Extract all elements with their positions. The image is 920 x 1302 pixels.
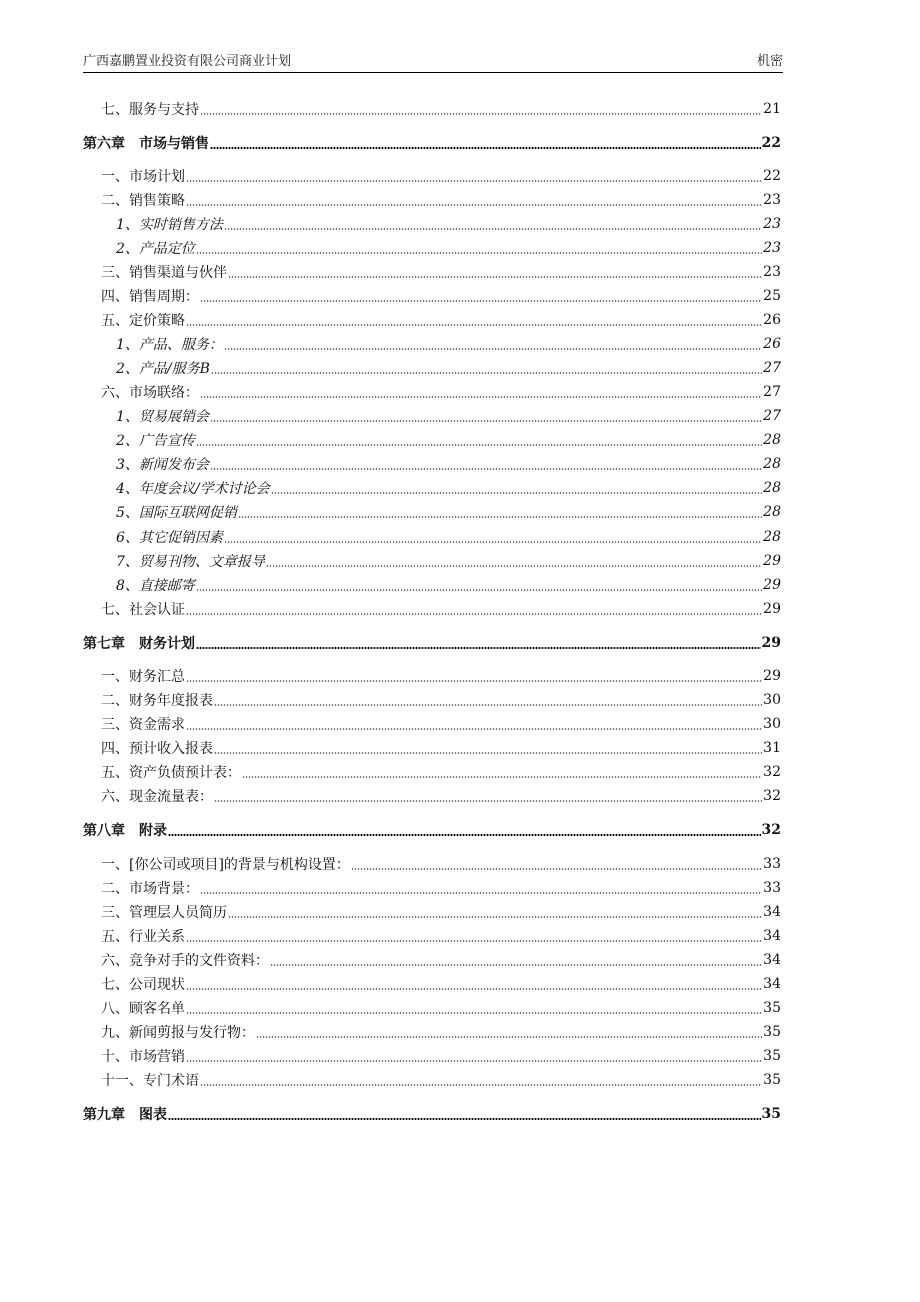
toc-page-number: 29 [763,601,781,617]
toc-entry-title: 1、实时销售方法 [116,217,223,233]
toc-entry-title: 1、贸易展销会 [116,409,209,425]
toc-page-number: 26 [763,312,781,328]
dot-leader [186,1059,762,1063]
toc-entry-title: 六、竞争对手的文件资料： [101,953,269,969]
toc-entry[interactable] [83,689,781,711]
toc-entry-title: 二、财务年度报表 [101,693,213,709]
toc-entry[interactable] [83,925,781,947]
toc-entry-title: 五、行业关系 [101,929,185,945]
dot-leader [186,1011,762,1015]
toc-entry-title: 一、市场计划 [101,169,185,185]
dot-leader [200,1083,762,1087]
toc-entry-title: 第九章 图表 [83,1107,167,1123]
dot-leader [211,371,762,375]
toc-page-number: 23 [763,240,781,256]
toc-entry-title: 4、年度会议/学术讨论会 [116,481,270,497]
toc-entry-title: 2、产品定位 [116,241,195,257]
dot-leader [271,491,763,495]
toc-page-number: 25 [763,288,781,304]
toc-page-number: 28 [763,480,781,496]
toc-entry[interactable] [83,877,781,899]
toc-page-number: 23 [763,192,781,208]
toc-page-number: 27 [763,408,781,424]
toc-entry-title: 6、其它促销因素 [116,530,223,546]
toc-entry[interactable] [83,285,781,307]
dot-leader [186,679,762,683]
toc-entry-title: 八、顾客名单 [101,1001,185,1017]
toc-page-number: 34 [763,976,781,992]
toc-entry[interactable] [83,1069,781,1091]
dot-leader [351,867,762,871]
toc-entry-title: 一、[你公司或项目]的背景与机构设置： [101,857,350,873]
page-header [83,50,783,73]
toc-entry[interactable] [83,761,781,783]
toc-entry-title: 七、公司现状 [101,977,185,993]
toc-entry[interactable] [83,550,781,572]
toc-entry-title: 四、销售周期： [101,289,199,305]
dot-leader [224,227,762,231]
toc-page-number: 35 [763,1048,781,1064]
toc-page-number: 32 [763,764,781,780]
toc-page-number: 29 [763,553,781,569]
toc-page-number: 34 [763,904,781,920]
toc-entry[interactable] [83,189,781,211]
toc-entry[interactable] [83,453,781,475]
dot-leader [186,612,762,616]
dot-leader [228,915,762,919]
toc-entry[interactable] [83,357,781,379]
dot-leader [200,299,762,303]
toc-page-number: 29 [763,668,781,684]
toc-entry-title: 三、销售渠道与伙伴 [101,265,227,281]
toc-page-number: 22 [763,168,781,184]
toc-entry-title: 第七章 财务计划 [83,636,195,652]
toc-entry-title: 3、新闻发布会 [116,457,209,473]
toc-entry-title: 2、广告宣传 [116,433,195,449]
toc-page-number: 22 [761,135,781,151]
toc-entry[interactable] [83,853,781,875]
toc-entry-title: 三、资金需求 [101,717,185,733]
dot-leader [256,1035,762,1039]
toc-page-number: 32 [763,788,781,804]
dot-leader [168,833,761,837]
toc-page-number: 29 [761,635,781,651]
toc-entry[interactable] [83,665,781,687]
toc-page-number: 35 [763,1072,781,1088]
toc-page-number: 35 [761,1106,781,1122]
dot-leader [214,751,762,755]
toc-entry[interactable] [83,213,781,235]
toc-page-number: 29 [763,577,781,593]
toc-entry-title: 5、国际互联网促销 [116,505,237,521]
dot-leader [186,939,762,943]
toc-entry-title: 十、市场营销 [101,1049,185,1065]
toc-entry-title: 二、销售策略 [101,193,185,209]
toc-entry-title: 2、产品/服务B [116,361,210,377]
dot-leader [200,891,762,895]
toc-page-number: 26 [763,336,781,352]
toc-entry[interactable] [83,477,781,499]
toc-entry[interactable] [83,973,781,995]
toc-entry[interactable] [83,901,781,923]
toc-page-number: 31 [763,740,781,756]
dot-leader [186,987,762,991]
toc-page-number: 35 [763,1000,781,1016]
dot-leader [200,395,762,399]
dot-leader [242,775,762,779]
dot-leader [186,179,762,183]
toc-entry[interactable] [83,785,781,807]
toc-entry-title: 六、市场联络： [101,385,199,401]
dot-leader [210,467,762,471]
dot-leader [228,275,762,279]
toc-entry-title: 第六章 市场与销售 [83,136,209,152]
toc-page-number: 35 [763,1024,781,1040]
toc-entry[interactable] [83,598,781,620]
toc-entry-title: 六、现金流量表： [101,789,213,805]
dot-leader [210,146,761,150]
toc-entry-title: 七、服务与支持 [101,102,199,118]
toc-chapter-entry[interactable] [83,1103,781,1125]
toc-page-number: 30 [763,692,781,708]
toc-entry-title: 1、产品、服务： [116,337,223,353]
toc-entry-title: 第八章 附录 [83,823,167,839]
toc-chapter-entry[interactable] [83,632,781,654]
dot-leader [200,112,762,116]
toc-entry[interactable] [83,997,781,1019]
dot-leader [186,203,762,207]
toc-entry-title: 二、市场背景： [101,881,199,897]
dot-leader [196,646,761,650]
toc-entry-title: 一、财务汇总 [101,669,185,685]
toc-page-number: 32 [761,822,781,838]
dot-leader [210,419,762,423]
toc-entry-title: 四、预计收入报表 [101,741,213,757]
header-company-title: 广西嘉鹏置业投资有限公司商业计划 [83,54,292,69]
dot-leader [196,588,762,592]
toc-entry[interactable] [83,98,781,120]
toc-entry[interactable] [83,429,781,451]
dot-leader [238,515,762,519]
toc-entry[interactable] [83,405,781,427]
dot-leader [266,564,762,568]
toc-entry[interactable] [83,949,781,971]
toc-page-number: 34 [763,928,781,944]
toc-page-number: 28 [763,456,781,472]
toc-entry[interactable] [83,713,781,735]
dot-leader [214,799,762,803]
toc-entry-title: 三、管理层人员简历 [101,905,227,921]
dot-leader [196,251,762,255]
toc-page-number: 23 [763,264,781,280]
toc-entry[interactable] [83,1021,781,1043]
toc-entry[interactable] [83,381,781,403]
toc-page-number: 27 [763,360,781,376]
toc-entry[interactable] [83,165,781,187]
toc-entry[interactable] [83,574,781,596]
toc-entry-title: 7、贸易刊物、文章报导 [116,554,265,570]
toc-entry[interactable] [83,526,781,548]
toc-page-number: 30 [763,716,781,732]
toc-page-number: 33 [763,856,781,872]
toc-page-number: 23 [763,216,781,232]
toc-entry[interactable] [83,737,781,759]
toc-page-number: 33 [763,880,781,896]
dot-leader [224,540,762,544]
dot-leader [168,1117,761,1121]
dot-leader [270,963,762,967]
dot-leader [186,727,762,731]
toc-entry[interactable] [83,1045,781,1067]
header-confidential-label: 机密 [756,54,783,69]
toc-page-number: 27 [763,384,781,400]
dot-leader [186,323,762,327]
dot-leader [196,443,762,447]
toc-entry-title: 九、新闻剪报与发行物： [101,1025,255,1041]
toc-page-number: 28 [763,529,781,545]
toc-entry-title: 十一、专门术语 [101,1073,199,1089]
toc-entry[interactable] [83,333,781,355]
toc-chapter-entry[interactable] [83,132,781,154]
toc-entry[interactable] [83,501,781,523]
dot-leader [214,703,762,707]
toc-chapter-entry[interactable] [83,819,781,841]
toc-entry-title: 七、社会认证 [101,602,185,618]
toc-page-number: 28 [763,504,781,520]
toc-page-number: 28 [763,432,781,448]
dot-leader [224,347,762,351]
toc-page-number: 21 [763,101,781,117]
toc-entry-title: 五、资产负债预计表： [101,765,241,781]
toc-page-number: 34 [763,952,781,968]
toc-entry[interactable] [83,261,781,283]
toc-entry-title: 五、定价策略 [101,313,185,329]
toc-entry[interactable] [83,237,781,259]
toc-entry-title: 8、直接邮寄 [116,578,195,594]
toc-entry[interactable] [83,309,781,331]
